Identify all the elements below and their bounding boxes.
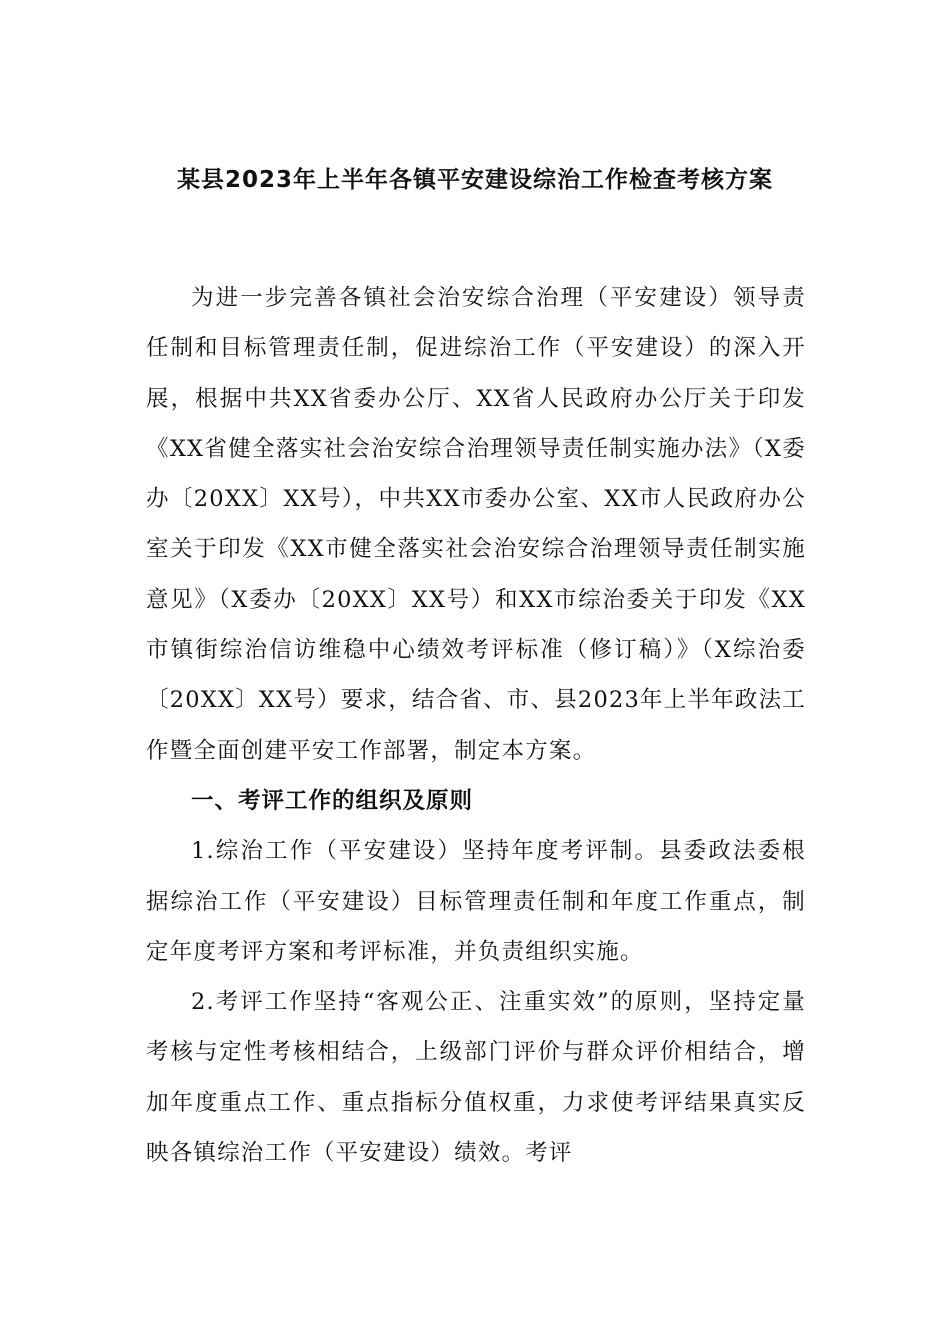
document-body [146,273,806,1178]
intro-paragraph: 为进一步完善各镇社会治安综合治理（平安建设）领导责任制和目标管理责任制，促进综治工作（平安建设）的深入开展，根据中共XX省委办公厅、XX省人民政府办公厅关于印发《XX省健全落实社会治安综合治理领导责任制实施办法》（X委办〔20XX〕XX号），中共XX市委办公室、XX市人民政府办公室关于印发《XX市健全落实社会治安综合治理领导责任制实施意见》（X委办〔20XX〕XX号）和XX市综治委关于印发《XX市镇街综治信访维稳中心绩效考评标准（修订稿）》（X综治委〔20XX〕XX号）要求，结合省、市、县2023年上半年政法工作暨全面创建平安工作部署，制定本方案。 [146,285,806,764]
principle-item-1: 1.综治工作（平安建设）坚持年度考评制。县委政法委根据综治工作（平安建设）目标管理责任制和年度工作重点，制定年度考评方案和考评标准，并负责组织实施。 [146,838,806,965]
principle-item-2: 2.考评工作坚持“客观公正、注重实效”的原则，坚持定量考核与定性考核相结合，上级部门评价与群众评价相结合，增加年度重点工作、重点指标分值权重，力求使考评结果真实反映各镇综治工作（平安建设）绩效。考评 [146,989,806,1167]
document-title: 某县2023年上半年各镇平安建设综治工作检查考核方案 [176,167,773,193]
section-heading: 一、考评工作的组织及原则 [191,787,474,814]
